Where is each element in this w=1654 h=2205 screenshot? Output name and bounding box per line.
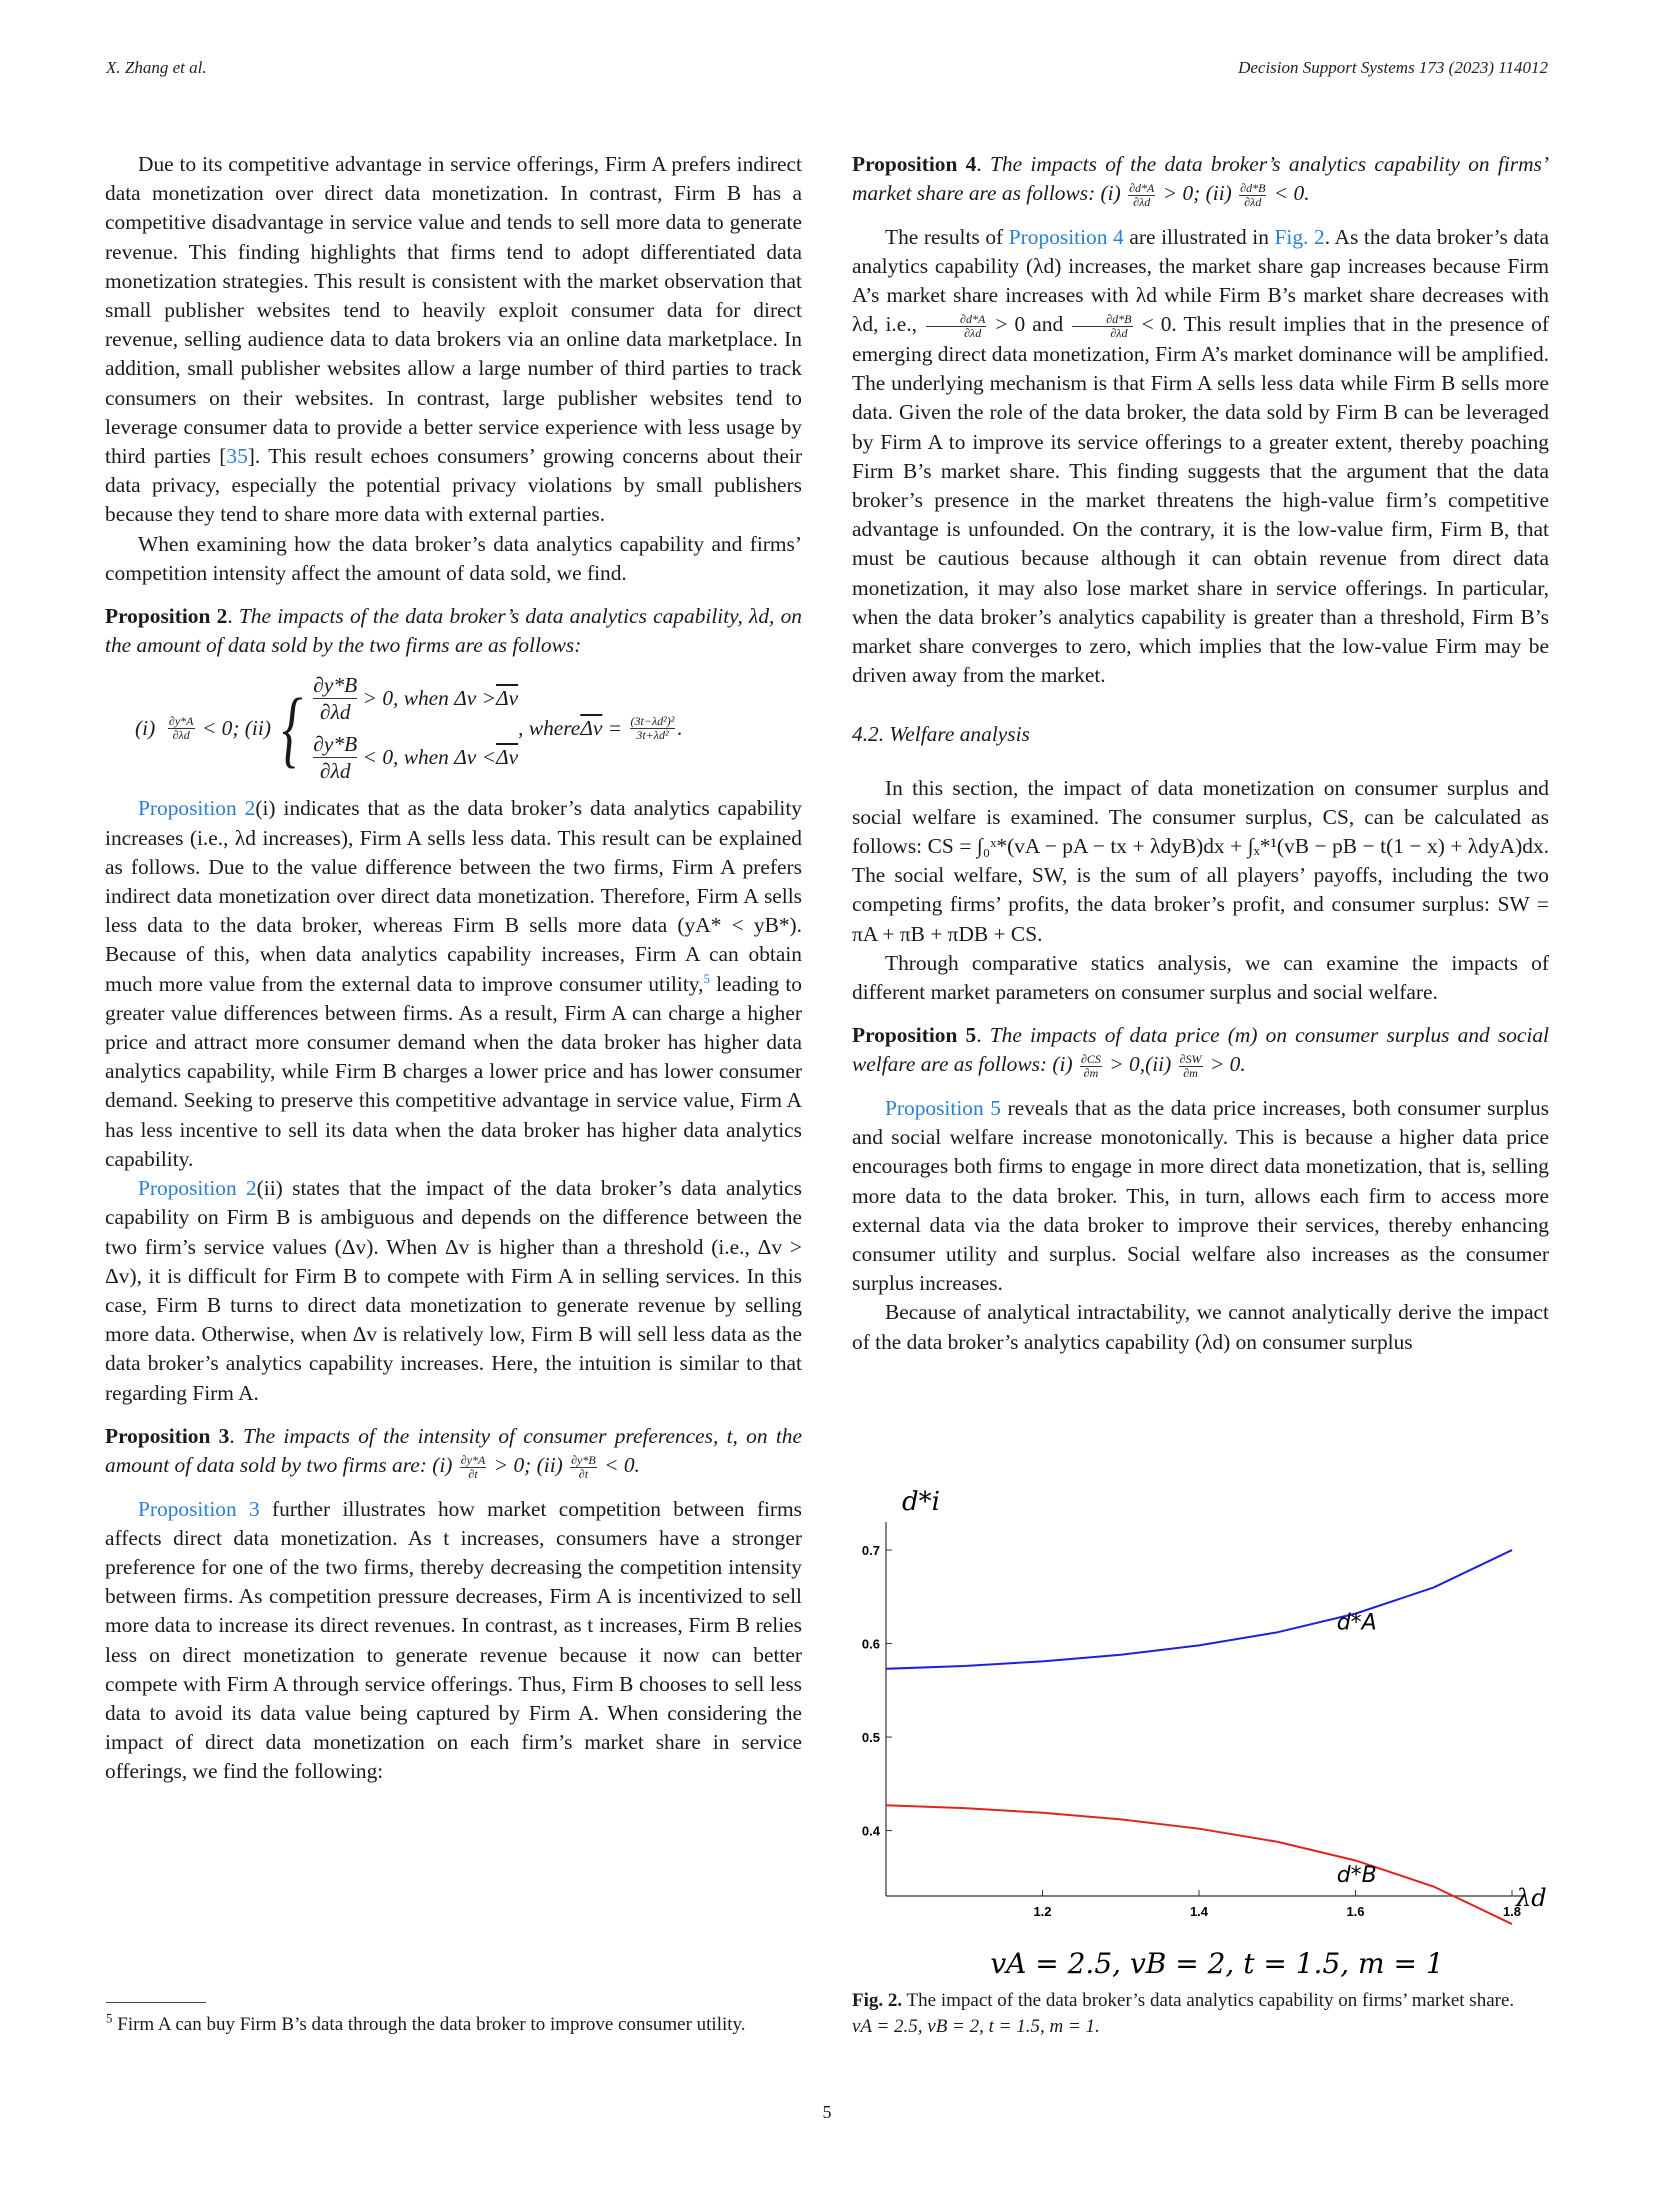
proposition-link[interactable]: Proposition 5 [885,1096,1001,1121]
proposition-4: Proposition 4. The impacts of the data broker’s analytics capability on firms’ market share are as follows: (i) $\frac{\partial d*A}{\partial\lambda d}$ > 0; (ii) $\frac{\partial d*B}{\partial\lambda d}$ < 0. [852,152,1549,209]
series-label: d*B [1336,1862,1377,1888]
proposition-text: > 0; (ii) [488,1452,569,1477]
right-column [852,150,1549,1357]
paragraph [105,1174,802,1408]
figure-link[interactable]: Fig. 2 [1274,224,1325,249]
proposition-link[interactable]: Proposition 2 [138,796,256,821]
eq-case [313,731,518,784]
proposition-5: Proposition 5. The impacts of data price (m) on consumer surplus and social welfare are as follows: (i) $\frac{\partial CS}{\partial m}$ > 0,(ii) $\frac{\partial SW}{\partial m}$ > 0. [852,1023,1550,1081]
paragraph-text: The results of [885,224,1009,249]
chart-params-label: vA = 2.5, vB = 2, t = 1.5, m = 1 [990,1947,1444,1978]
proposition-2: Proposition 2. The impacts of the data broker’s data analytics capability, λd, on the amount of data sold by the two firms are as follows: [105,604,802,658]
frac-num: ∂y*B [313,732,358,757]
frac-den: 3t+λd² [636,727,669,742]
chart-axes [862,1522,1526,1919]
citation-link[interactable]: 35 [226,444,248,469]
frac-den: ∂λd [964,326,982,340]
frac-den: ∂m [1083,1066,1099,1081]
paragraph-text: (ii) states that the impact of the data broker’s data analytics capability on Firm B is ambiguous and depends on the difference between the two firm’s service values (Δv). When Δv is higher than a threshold (i.e., Δv > Δv), it is difficult for Firm B to compete with Firm A in selling services. In this case, Firm B turns to direct data monetization to generate revenue by selling more data. Otherwise, when Δv is relatively low, Firm B will sell less data as the data broker’s analytics capability increases. Here, the intuition is similar to that regarding Firm A. [105,1176,802,1405]
proposition-title: Proposition 3 [105,1423,230,1448]
frac-num: ∂d*A [926,313,986,327]
threshold-symbol: $\overline{\Delta v}$ [580,715,603,740]
eq-cases [313,672,518,784]
frac-den: ∂λd [320,759,351,784]
y-tick-label: 0.6 [861,1636,880,1652]
paragraph: Because of analytical intractability, we cannot analytically derive the impact of the data broker’s analytics capability (λd) on consumer surplus [852,1300,1549,1354]
paragraph-text: further illustrates how market competition between firms affects direct data monetization. As t increases, consumers have a stronger preference for one of the two firms, thereby decreasing the competition intensity between firms. As competition pressure decreases, Firm A is incentivized to sell more data to increase its direct revenues. In contrast, as t increases, Firm B relies less on direct monetization to generate revenue because it now can better compete with Firm A through service offerings. Thus, Firm B chooses to sell less data to avoid its data value being captured by Firm A. When considering the impact of direct data monetization on each firm’s market share in service offerings, we find the following: [105,1496,802,1784]
fraction [1239,182,1266,209]
fraction [630,715,676,742]
figure-2-chart [852,1478,1552,1978]
frac-num: ∂y*A [460,1452,486,1467]
proposition-link[interactable]: Proposition 2 [138,1176,257,1201]
series-line-dA [886,1550,1512,1669]
proposition-2-equation: (i) $\frac{\partial y*A}{\partial\lambda d}$ < 0; (ii) { $\frac{\partial y*B}{\partial\lambda d}$ > 0, when Δv > $\overline{\Delta v}$ $\frac{\partial y*B}{\partial\lambda d}$ < 0, when Δv < $\overline{\Delta v}$ , where $\overline{\Delta v}$ = $\frac{\text{(3t−λd²)²}}{\text{3t+λd²}}$ . [135,673,683,784]
paragraph [852,1094,1549,1298]
x-tick-label: 1.4 [1189,1904,1209,1919]
fraction [1128,182,1155,209]
frac-den: ∂λd [1133,194,1151,209]
fraction [168,715,195,742]
figure-caption [852,1988,1549,2040]
proposition-link[interactable]: Proposition 4 [1008,224,1124,249]
frac-num: ∂d*A [1129,180,1155,195]
proposition-text: < 0. [1268,181,1310,206]
x-tick-label: 1.6 [1346,1904,1365,1919]
fraction [313,672,357,725]
threshold-symbol: $\overline{\Delta v}$ [496,745,519,770]
x-tick-label: 1.8 [1502,1904,1522,1919]
fraction [1179,1053,1203,1080]
left-brace: { [281,680,303,777]
frac-num: ∂y*B [571,1452,596,1467]
frac-den: ∂t [468,1466,478,1481]
paragraph: In this section, the impact of data monetization on consumer surplus and social welfare is examined. The consumer surplus, CS, can be calculated as follows: CS = ∫₀ˣ*(vA − pA − tx + λdyB)dx + ∫ₓ*¹(vB − pB − t(1 − x) + λdyA)dx. The social welfare, SW, is the sum of all players’ payoffs, including the two competing firms’ profits, the data broker’s profit, and consumer surplus: SW = πA + πB + πDB + CS. [852,775,1549,946]
frac-den: ∂λd [1110,326,1128,340]
paragraph-text: ]. This result echoes consumers’ growing concerns about their data privacy, especially the potential privacy violations by small publishers because they tend to share more data with external parties. [105,444,802,527]
fraction [313,731,357,784]
y-axis-label: d*i [902,1487,940,1517]
frac-num: ∂y*A [168,713,194,728]
proposition-text: > 0,(ii) [1103,1052,1177,1077]
footnote [106,2012,803,2038]
y-tick-label: 0.5 [861,1730,880,1746]
footnote-marker[interactable]: 5 [703,970,710,986]
paragraph-text: leading to greater value differences between firms. As a result, Firm A can charge a higher price and attract more consumer demand when the data broker has higher data analytics capability, while Firm B charges a lower price and has lower consumer demand. Seeking to preserve this competitive advantage in service value, Firm A has less incentive to sell its data when the data broker has higher data analytics capability. [105,971,802,1171]
frac-num: (3t−λd²)² [630,713,675,728]
y-tick-label: 0.7 [861,1543,880,1559]
frac-den: ∂λd [320,700,351,725]
proposition-text: > 0; (ii) [1157,181,1238,206]
fraction [926,313,986,340]
paragraph-text: (i) indicates that as the data broker’s data analytics capability increases (i.e., λd increases), Firm A sells less data. This result can be explained as follows. Due to the value difference between the two firms, Firm A prefers indirect data monetization over direct data monetization. Therefore, Firm A sells less data to the data broker, whereas Firm B sells more data (yA* < yB*). Because of this, when data analytics capability increases, Firm A can obtain much more value from the external data to improve consumer utility, [105,796,802,996]
fraction [570,1454,597,1481]
paragraph-text: reveals that as the data price increases, both consumer surplus and social welfare increase monotonically. This is because a higher data price encourages both firms to engage in more direct data monetization, that is, selling more data to the data broker. This, in turn, allows each firm to access more external data via the data broker to improve their services, thereby enhancing consumer utility and surplus. Social welfare also increases as the consumer surplus increases. [852,1096,1549,1296]
y-tick-label: 0.4 [861,1823,880,1839]
section-heading: 4.2. Welfare analysis [852,722,1030,747]
caption-params: vA = 2.5, vB = 2, t = 1.5, m = 1. [852,2016,1100,2037]
paragraph-text: are illustrated in [1123,224,1275,249]
proposition-text: The impacts of the data broker’s data analytics capability, λd, on the amount of data sold by the two firms are as follows: [105,604,802,658]
proposition-title: Proposition 4 [852,152,977,176]
frac-den: ∂λd [1244,194,1262,209]
proposition-3: Proposition 3. The impacts of the intensity of consumer preferences, t, on the amount of data sold by two firms are: (i) $\frac{\partial y*A}{\partial t}$ > 0; (ii) $\frac{\partial y*B}{\partial t}$ < 0. [105,1423,802,1481]
frac-den: ∂m [1183,1066,1198,1081]
chart-plot-area [886,1550,1512,1924]
case-condition: > 0, when Δv > [362,686,497,711]
fraction [1072,313,1132,340]
proposition-link[interactable]: Proposition 3 [138,1496,260,1521]
eq-case [313,672,518,725]
proposition-text: The impacts of the intensity of consumer preferences, t, on the amount of data sold by two firms are: (i) [105,1423,802,1477]
frac-num: ∂d*B [1240,180,1266,195]
paragraph-text: > 0 and [988,312,1071,337]
frac-num: ∂SW [1179,1052,1202,1067]
proposition-text: < 0. [598,1452,640,1477]
eq-label: (i) [135,715,156,740]
case-condition: < 0, when Δv < [362,745,497,770]
proposition-text: The impacts of the data broker’s analytics capability on firms’ market share are as follows: (i) [852,152,1549,206]
proposition-text: > 0. [1204,1052,1246,1077]
frac-num: ∂CS [1080,1052,1101,1067]
paragraph-text: Due to its competitive advantage in service offerings, Firm A prefers indirect data monetization over direct data monetization. In contrast, Firm B has a competitive disadvantage in service value and tends to sell more data to generate revenue. This finding highlights that firms tend to adopt differentiated data monetization strategies. This result is consistent with the market observation that small publisher websites tend to heavily exploit consumer data for direct revenue, selling audience data to data brokers via an online data marketplace. In addition, small publisher websites allow a large number of third parties to track consumers on their websites. In contrast, large publisher websites tend to leverage consumer data to provide a better service experience with less usage by third parties [ [105,152,802,469]
footnote-text: Firm A can buy Firm B’s data through the data broker to improve consumer utility. [112,2014,746,2035]
x-axis-label: λd [1516,1884,1547,1912]
threshold-symbol: $\overline{\Delta v}$ [496,686,519,711]
paragraph [105,794,802,1174]
paragraph [852,223,1549,691]
paragraph [105,1495,802,1787]
fraction [460,1454,487,1481]
caption-text: The impact of the data broker’s data analytics capability on firms’ market share. [902,1990,1515,2011]
running-header-journal: Decision Support Systems 173 (2023) 114012 [1238,58,1548,77]
proposition-title: Proposition 5 [852,1023,977,1048]
fraction [1080,1053,1102,1080]
frac-den: ∂λd [172,727,190,742]
running-header-authors: X. Zhang et al. [106,58,207,77]
series-label: d*A [1336,1610,1377,1636]
paragraph: When examining how the data broker’s data analytics capability and firms’ competition intensity affect the amount of data sold, we find. [105,531,802,585]
proposition-text: The impacts of data price (m) on consumer surplus and social welfare are as follows: (i) [852,1023,1550,1077]
eq-relation: < 0; (ii) [201,715,271,740]
paragraph [105,150,802,530]
footnote-mark: 5 [106,2010,113,2026]
left-column [105,150,802,1787]
frac-num: ∂y*B [313,673,358,698]
eq-where: , where [518,715,581,740]
x-tick-label: 1.2 [1033,1904,1052,1919]
frac-num: ∂d*B [1072,313,1132,327]
footnote-rule [106,2002,206,2003]
frac-den: ∂t [578,1466,589,1481]
page-number: 5 [822,2102,832,2122]
caption-label: Fig. 2. [852,1990,903,2011]
proposition-title: Proposition 2 [105,604,228,629]
paragraph: Through comparative statics analysis, we can examine the impacts of different market parameters on consumer surplus and social welfare. [852,950,1549,1005]
paragraph-text: < 0. This result implies that in the presence of emerging direct data monetization, Firm A’s market dominance will be amplified. The underlying mechanism is that Firm A sells less data while Firm B sells more data. Given the role of the data broker, the data sold by Firm B can be leveraged by Firm A to improve its service offerings to a greater extent, thereby poaching Firm B’s market share. This finding suggests that the argument that the data broker’s presence in the market threatens the high-value firm’s competitive advantage is unfounded. On the contrary, it is the low-value firm, Firm B, that must be cautious because although it can obtain revenue from direct data monetization, it may also lose market share in service offerings. In particular, when the data broker’s analytics capability is greater than a threshold, Firm B’s market share converges to zero, which implies that the low-value Firm may be driven away from the market. [852,312,1549,688]
paragraph-text: . As the data broker’s data analytics capability (λd) increases, the market share gap increases because Firm A’s market share increases with λd while Firm B’s market share decreases with λd, i.e., [852,224,1550,337]
